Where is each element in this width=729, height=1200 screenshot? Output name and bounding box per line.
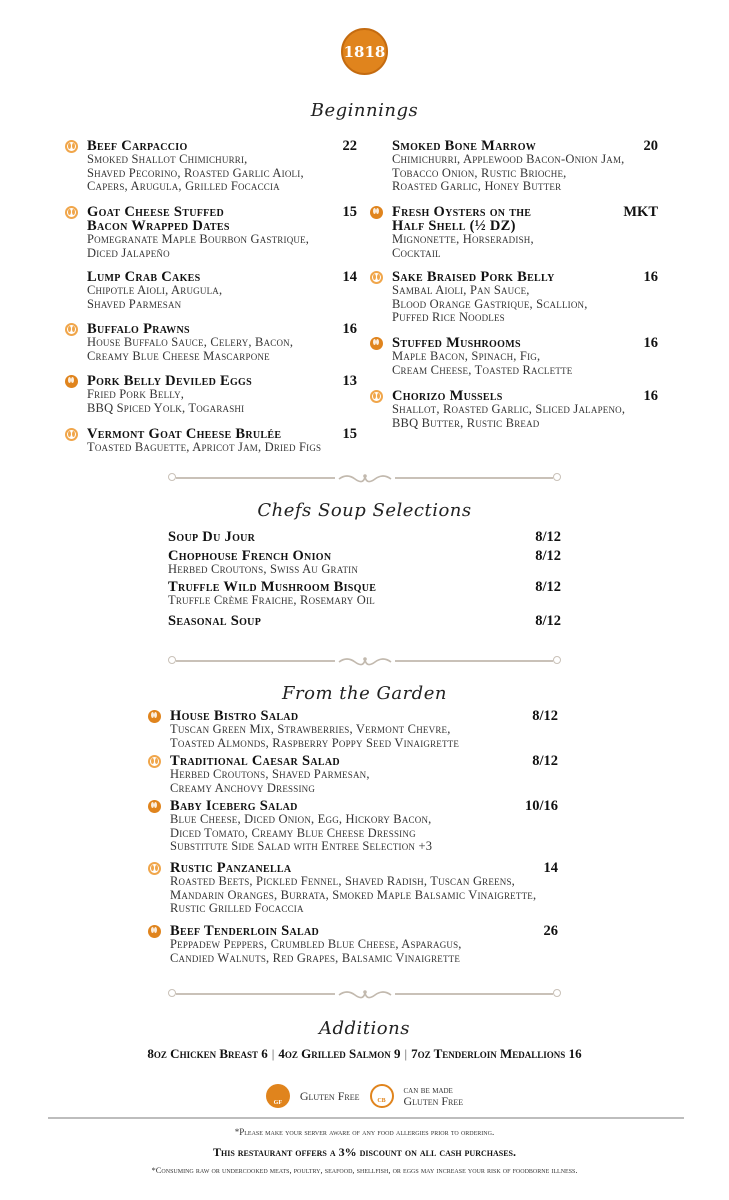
item-price: 16 [643, 388, 658, 404]
item-price: 14 [342, 269, 357, 285]
item-description: Blood Orange Gastrique, Scallion, [392, 296, 588, 311]
can-be-gluten-free-icon [65, 323, 78, 336]
separator: | [404, 1046, 408, 1061]
item-description: Chipotle Aioli, Arugula, [87, 283, 223, 297]
can-be-gluten-free-icon [148, 862, 161, 875]
item-description: House Buffalo Sauce, Celery, Bacon, [87, 335, 294, 349]
item-description: Mignonette, Horseradish, [392, 232, 534, 246]
item-description: Puffed Rice Noodles [392, 310, 505, 324]
item-price: 8/12 [535, 548, 561, 564]
item-description: Sambal Aioli, Pan Sauce, [392, 283, 530, 297]
item-name: Traditional Caesar Salad [170, 753, 340, 769]
gluten-free-icon [370, 206, 383, 219]
menu-item [170, 924, 558, 965]
item-description: Blue Cheese, Diced Onion, Egg, Hickory Bacon, [170, 812, 432, 826]
item-name: Buffalo Prawns [87, 321, 190, 337]
item-name: Smoked Bone Marrow [392, 138, 537, 154]
gluten-free-icon: GF [266, 1084, 290, 1108]
additions-list [0, 1046, 729, 1062]
menu-item [168, 549, 561, 577]
gluten-free-icon [65, 375, 78, 388]
item-description: Diced Jalapeño [87, 245, 170, 260]
can-be-gluten-free-icon [148, 755, 161, 768]
item-description: Tobacco Onion, Rustic Brioche, [392, 165, 567, 180]
addition-item: 4oz Grilled Salmon 9 [278, 1046, 401, 1061]
item-name: Beef Carpaccio [87, 138, 188, 154]
item-description: Maple Bacon, Spinach, Fig, [392, 349, 541, 363]
item-price: 8/12 [535, 529, 561, 545]
can-be-gluten-free-icon [65, 206, 78, 219]
item-description: BBQ Spiced Yolk, Togarashi [87, 400, 245, 415]
item-price: 8/12 [535, 613, 561, 629]
item-description: Roasted Beets, Pickled Fennel, Shaved Radish, Tuscan Greens, [170, 874, 516, 888]
item-description: Cocktail [392, 245, 441, 260]
item-description: Shaved Parmesan [87, 296, 182, 311]
can-be-gluten-free-icon [370, 271, 383, 284]
item-price: 16 [643, 335, 658, 351]
menu-item [392, 205, 658, 260]
footer-rule [48, 1117, 684, 1119]
item-description: BBQ Butter, Rustic Bread [392, 415, 540, 430]
flourish-ornament [335, 988, 395, 1000]
item-price: 8/12 [532, 708, 558, 724]
separator: | [271, 1046, 275, 1061]
flourish-ornament [335, 655, 395, 667]
addition-item: 8oz Chicken Breast 6 [147, 1046, 268, 1061]
item-description: Roasted Garlic, Honey Butter [392, 179, 562, 193]
item-price: 8/12 [532, 753, 558, 769]
menu-item [168, 614, 561, 628]
section-divider [168, 655, 561, 667]
item-description: Mandarin Oranges, Burrata, Smoked Maple Balsamic Vinaigrette, [170, 887, 537, 902]
item-name: Sake Braised Pork Belly [392, 269, 555, 285]
item-description: Pomegranate Maple Bourbon Gastrique, [87, 232, 310, 246]
item-description: Herbed Croutons, Swiss Au Gratin [168, 562, 359, 576]
item-description: Capers, Arugula, Grilled Focaccia [87, 179, 280, 193]
item-name: Fresh Oysters on the [392, 204, 532, 220]
menu-item [87, 427, 357, 455]
menu-item [170, 709, 558, 750]
item-price: 20 [643, 138, 658, 154]
item-description: Chimichurri, Applewood Bacon-Onion Jam, [392, 152, 625, 166]
item-name: Bacon Wrapped Dates [87, 218, 230, 234]
can-be-gluten-free-icon [370, 390, 383, 403]
item-description: Shaved Pecorino, Roasted Garlic Aioli, [87, 165, 304, 180]
can-be-gluten-free-icon [65, 140, 78, 153]
gluten-free-icon [148, 710, 161, 723]
gluten-free-icon [370, 337, 383, 350]
section-title-beginnings: Beginnings [310, 100, 419, 121]
item-price: 14 [543, 860, 558, 876]
menu-item [168, 530, 561, 544]
item-description: Rustic Grilled Focaccia [170, 901, 304, 915]
gluten-free-icon [148, 800, 161, 813]
item-price: 15 [342, 426, 357, 442]
menu-item [392, 139, 658, 194]
menu-item [170, 861, 558, 916]
item-name: Vermont Goat Cheese Bruléе [87, 426, 282, 442]
item-name: Half Shell (½ DZ) [392, 218, 516, 234]
item-price: 16 [342, 321, 357, 337]
gluten-free-label: Gluten Free [299, 1088, 360, 1103]
menu-item [170, 799, 558, 854]
item-name: Baby Iceberg Salad [170, 798, 298, 814]
item-price: 26 [543, 923, 558, 939]
menu-item [87, 374, 357, 415]
menu-item [170, 754, 558, 795]
gluten-free-icon [148, 925, 161, 938]
item-name: Chorizo Mussels [392, 388, 503, 404]
item-name: Beef Tenderloin Salad [170, 923, 320, 939]
item-name: Pork Belly Deviled Eggs [87, 373, 253, 389]
addition-item: 7oz Tenderloin Medallions 16 [411, 1046, 582, 1061]
can-be-gluten-free-icon [65, 428, 78, 441]
menu-item [168, 580, 561, 608]
flourish-ornament [335, 472, 395, 484]
can-be-gluten-free-icon: CB [370, 1084, 394, 1108]
item-price: 8/12 [535, 579, 561, 595]
item-description: Cream Cheese, Toasted Raclette [392, 362, 573, 377]
item-price: 15 [342, 204, 357, 220]
menu-item [392, 270, 658, 325]
item-price: 16 [643, 269, 658, 285]
cash-discount-note: This restaurant offers a 3% discount on all cash purchases. [212, 1145, 516, 1159]
item-price: 13 [342, 373, 357, 389]
can-be-gluten-free-label: can be made Gluten Free [403, 1085, 464, 1108]
menu-item [392, 389, 658, 430]
item-price: 22 [342, 138, 357, 154]
section-title-garden: From the Garden [282, 683, 447, 704]
item-description: Diced Tomato, Creamy Blue Cheese Dressing [170, 825, 416, 840]
allergy-note: *Please make your server aware of any food allergies prior to ordering. [234, 1127, 495, 1137]
item-description: Herbed Croutons, Shaved Parmesan, [170, 767, 370, 781]
item-description: Tuscan Green Mix, Strawberries, Vermont Chevre, [170, 722, 451, 736]
item-name: Lump Crab Cakes [87, 269, 201, 285]
raw-food-warning: *Consuming raw or undercooked meats, poultry, seafood, shellfish, or eggs may increase your risk of foodborne illness. [151, 1165, 578, 1175]
item-name: Truffle Wild Mushroom Bisque [168, 579, 377, 595]
item-name: Seasonal Soup [168, 613, 262, 629]
section-title-soups: Chefs Soup Selections [257, 500, 472, 521]
item-name: Goat Cheese Stuffed [87, 204, 225, 220]
item-price: MKT [623, 204, 658, 220]
menu-item [87, 205, 357, 260]
item-description: Creamy Blue Cheese Mascarpone [87, 348, 270, 363]
item-name: House Bistro Salad [170, 708, 299, 724]
item-name: Soup Du Jour [168, 529, 256, 545]
item-name: Chophouse French Onion [168, 548, 332, 564]
item-name: Stuffed Mushrooms [392, 335, 521, 351]
item-description: Toasted Almonds, Raspberry Poppy Seed Vinaigrette [170, 735, 460, 750]
item-description: Toasted Baguette, Apricot Jam, Dried Figs [87, 440, 322, 454]
section-divider [168, 988, 561, 1000]
logo-text: 1818 [343, 42, 386, 61]
item-description: Creamy Anchovy Dressing [170, 780, 316, 795]
item-description: Peppadew Peppers, Crumbled Blue Cheese, Asparagus, [170, 937, 462, 951]
menu-item [392, 336, 658, 377]
menu-item [87, 270, 357, 311]
item-description: Smoked Shallot Chimichurri, [87, 152, 248, 166]
item-description: Shallot, Roasted Garlic, Sliced Jalapeno, [392, 402, 626, 416]
menu-item [87, 139, 357, 194]
section-title-additions: Additions [319, 1018, 410, 1039]
item-description: Candied Walnuts, Red Grapes, Balsamic Vinaigrette [170, 950, 461, 965]
item-description: Fried Pork Belly, [87, 387, 185, 401]
restaurant-logo [341, 28, 388, 75]
item-description: Substitute Side Salad with Entree Selection +3 [170, 839, 433, 853]
section-divider [168, 472, 561, 484]
dietary-legend [0, 1084, 729, 1108]
item-description: Truffle Crème Fraiche, Rosemary Oil [168, 593, 375, 607]
menu-item [87, 322, 357, 363]
item-name: Rustic Panzanella [170, 860, 292, 876]
item-price: 10/16 [524, 798, 558, 814]
